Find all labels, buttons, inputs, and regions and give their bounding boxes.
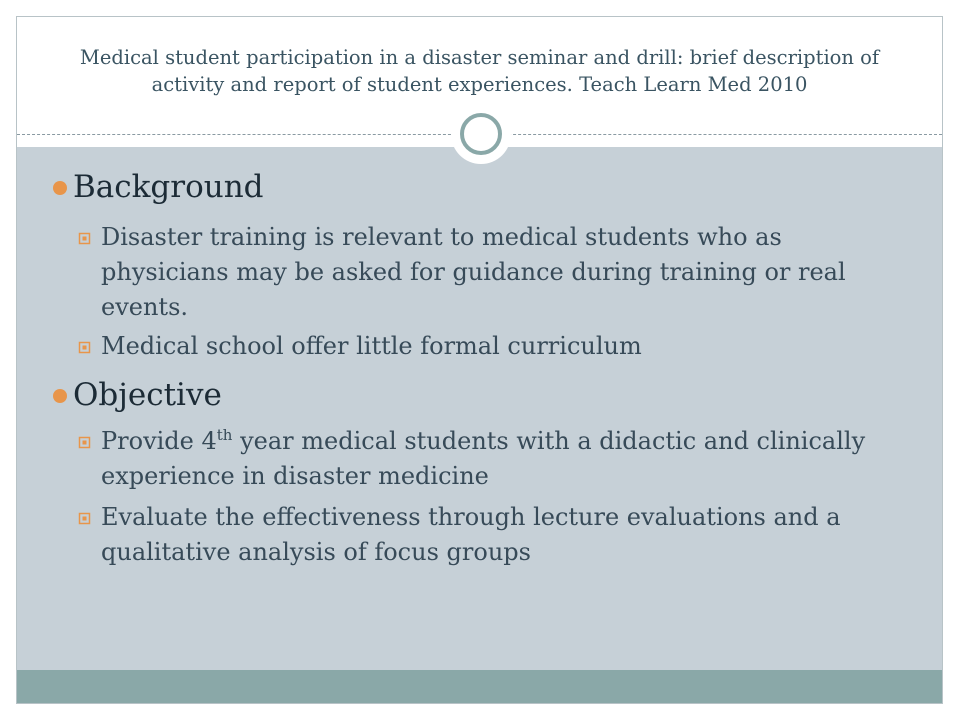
list-item-line: experience in disaster medicine [101, 462, 489, 490]
slide-title [47, 44, 912, 98]
ring-inner [460, 113, 502, 155]
slide-title-line-2: activity and report of student experiences. Teach Learn Med 2010 [151, 73, 808, 96]
list-item-line: events. [101, 293, 189, 321]
hollow-square-bullet-icon [78, 436, 91, 449]
hollow-square-bullet-icon [78, 512, 91, 525]
orange-bullet-icon [53, 389, 67, 403]
section-heading: Objective [73, 377, 222, 413]
slide-title-line-1: Medical student participation in a disaster seminar and drill: brief description of [79, 46, 880, 69]
list-item [101, 329, 901, 364]
text-fragment: year medical students with a didactic and clinically [232, 427, 866, 455]
superscript: th [216, 426, 233, 444]
list-item-line: Evaluate the effectiveness through lecture evaluations and a [101, 503, 841, 531]
list-item-line: qualitative analysis of focus groups [101, 538, 531, 566]
footer-band [17, 670, 942, 704]
slide-frame [16, 16, 943, 704]
list-item-line: Disaster training is relevant to medical students who as [101, 223, 782, 251]
hollow-square-bullet-icon [78, 341, 91, 354]
decorative-ring-icon [451, 104, 511, 164]
list-item [101, 220, 901, 325]
hollow-square-bullet-icon [78, 232, 91, 245]
orange-bullet-icon [53, 181, 67, 195]
list-item [101, 424, 901, 494]
list-item [101, 500, 901, 570]
text-fragment: Provide 4 [101, 427, 217, 455]
list-item-line: physicians may be asked for guidance during training or real [101, 258, 846, 286]
section-heading: Background [73, 169, 264, 205]
list-item-line [101, 424, 901, 459]
list-item-line: Medical school offer little formal curriculum [101, 332, 642, 360]
